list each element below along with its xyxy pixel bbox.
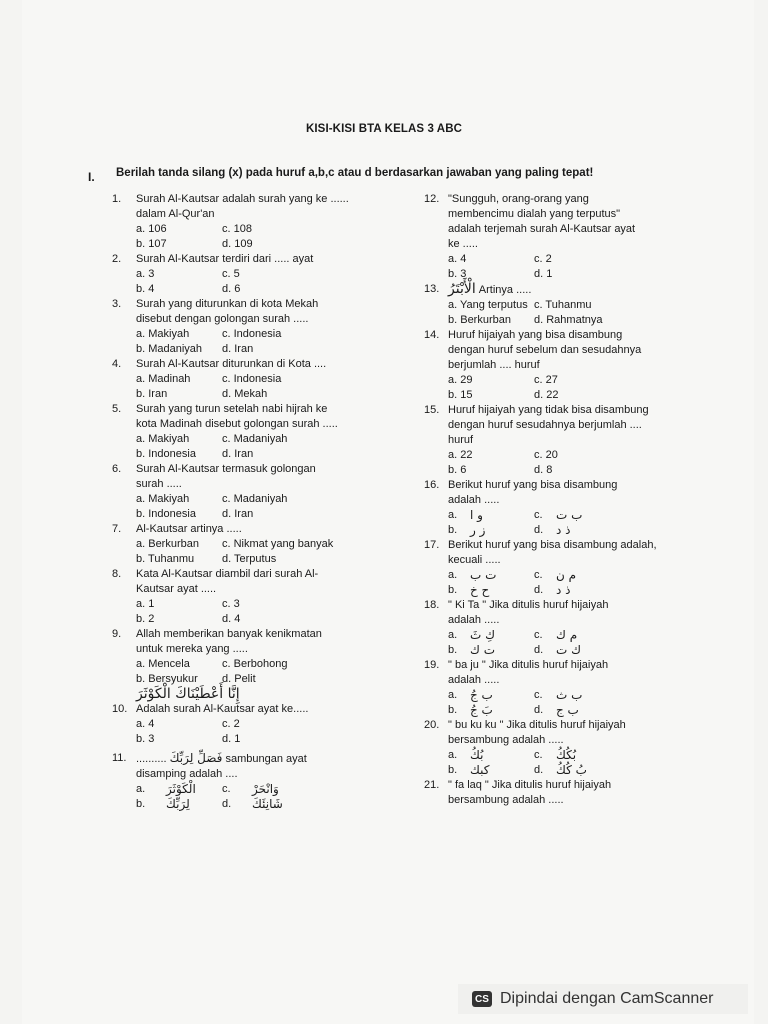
- answer-option: c. Tuhanmu: [534, 299, 592, 311]
- question-body: [136, 402, 412, 462]
- option-letter: c.: [534, 629, 543, 641]
- answer-option: d. 1: [534, 268, 553, 280]
- question-text-line: Adalah surah Al-Kautsar ayat ke.....: [136, 703, 309, 715]
- question-text-line: adalah .....: [448, 614, 500, 626]
- question-item: [112, 357, 412, 402]
- answer-option: c. 2: [534, 253, 552, 265]
- answer-options-row: [136, 432, 412, 447]
- question-number: 1.: [112, 193, 122, 205]
- question-item: [424, 282, 694, 328]
- answer-options-row: [448, 643, 694, 658]
- question-text-line: membencimu dialah yang terputus": [448, 208, 621, 220]
- answer-options-row: [136, 222, 412, 237]
- question-item: [112, 192, 412, 252]
- answer-options-row: [448, 267, 694, 282]
- answer-option: d. Iran: [222, 343, 254, 355]
- question-text-line: Al-Kautsar artinya .....: [136, 523, 242, 535]
- answer-options-row: [136, 782, 412, 797]
- answer-options-row: [136, 797, 412, 812]
- arabic-option: كِ ثَ: [470, 628, 496, 642]
- answer-option: b. 3: [448, 268, 467, 280]
- answer-option: a. 106: [136, 223, 167, 235]
- answer-option: c. Madaniyah: [222, 433, 288, 445]
- option-letter: a.: [448, 509, 458, 521]
- question-item: [424, 192, 694, 282]
- option-letter: a.: [448, 629, 458, 641]
- question-number: 4.: [112, 358, 122, 370]
- arabic-option: ت ك: [470, 643, 496, 657]
- answer-option: b. Iran: [136, 388, 168, 400]
- question-item: [424, 403, 694, 478]
- question-text-line: berjumlah .... huruf: [448, 359, 540, 371]
- answer-option: c. 3: [222, 598, 240, 610]
- answer-option: b. Indonesia: [136, 448, 196, 460]
- answer-options-row: [136, 237, 412, 252]
- answer-option: a. Madinah: [136, 373, 191, 385]
- question-number: 14.: [424, 329, 440, 341]
- question-number: 15.: [424, 404, 440, 416]
- arabic-option: ذ د: [556, 583, 571, 597]
- answer-option: a. 4: [448, 253, 467, 265]
- answer-option: a. Makiyah: [136, 493, 190, 505]
- question-text-line: Surah Al-Kautsar adalah surah yang ke ......: [136, 193, 349, 205]
- answer-option: a. 22: [448, 449, 473, 461]
- option-letter: c.: [222, 783, 231, 795]
- question-item: [112, 402, 412, 462]
- question-number: 10.: [112, 703, 128, 715]
- question-body: [136, 567, 412, 627]
- question-body: [448, 538, 694, 598]
- arabic-option: لِرَبِّكَ: [166, 797, 190, 811]
- page-title: KISI-KISI BTA KELAS 3 ABC: [305, 123, 463, 135]
- question-text-line: Surah yang turun setelah nabi hijrah ke: [136, 403, 328, 415]
- answer-option: b. 2: [136, 613, 155, 625]
- option-letter: d.: [534, 764, 544, 776]
- right-question-column: [424, 192, 694, 808]
- answer-option: c. Madaniyah: [222, 493, 288, 505]
- question-text-line: disamping adalah ....: [136, 768, 238, 780]
- question-text-line: Huruf hijaiyah yang tidak bisa disambung: [448, 404, 649, 416]
- answer-option: a. 3: [136, 268, 155, 280]
- question-item: [424, 658, 694, 718]
- answer-options-row: [448, 252, 694, 267]
- question-body: [136, 751, 412, 812]
- answer-options-row: [448, 748, 694, 763]
- question-number: 20.: [424, 719, 440, 731]
- question-number: 13.: [424, 283, 440, 295]
- arabic-option: ب جُ: [470, 688, 493, 702]
- arabic-option: بُ كُكُ: [556, 763, 587, 777]
- question-number: 16.: [424, 479, 440, 491]
- option-letter: c.: [534, 749, 543, 761]
- arabic-option: ح خ: [470, 583, 490, 597]
- question-item: [112, 297, 412, 357]
- question-number: 21.: [424, 779, 440, 791]
- question-body: [136, 627, 412, 702]
- arabic-verse: فَصَلِّ لِرَبِّكَ: [169, 751, 223, 765]
- answer-option: d. Iran: [222, 448, 254, 460]
- answer-options-row: [448, 313, 694, 328]
- answer-options-row: [136, 282, 412, 297]
- question-body: [136, 357, 412, 402]
- answer-options-row: [136, 267, 412, 282]
- question-number: 18.: [424, 599, 440, 611]
- answer-option: d. Pelit: [222, 673, 256, 685]
- answer-option: b. Tuhanmu: [136, 553, 195, 565]
- question-text-line: bersambung adalah .....: [448, 794, 564, 806]
- answer-options-row: [136, 387, 412, 402]
- question-text-line: Surah yang diturunkan di kota Mekah: [136, 298, 319, 310]
- question-item: [424, 598, 694, 658]
- question-number: 12.: [424, 193, 440, 205]
- answer-option: c. Nikmat yang banyak: [222, 538, 334, 550]
- answer-option: c. Berbohong: [222, 658, 288, 670]
- arabic-option: ك ت: [556, 643, 582, 657]
- arabic-option: وَانْحَرْ: [252, 782, 279, 796]
- answer-option: b. 107: [136, 238, 167, 250]
- answer-options-row: [136, 342, 412, 357]
- answer-option: c. 108: [222, 223, 252, 235]
- answer-options-row: [448, 463, 694, 478]
- question-text-line: adalah terjemah surah Al-Kautsar ayat: [448, 223, 636, 235]
- answer-option: d. Terputus: [222, 553, 277, 565]
- answer-options-row: [136, 507, 412, 522]
- question-body: [136, 192, 412, 252]
- question-number: 7.: [112, 523, 122, 535]
- option-letter: a.: [448, 749, 458, 761]
- answer-options-row: [136, 717, 412, 732]
- question-body: [448, 658, 694, 718]
- question-text-line: Allah memberikan banyak kenikmatan: [136, 628, 322, 640]
- option-letter: d.: [534, 704, 544, 716]
- question-body: [448, 328, 694, 403]
- option-letter: c.: [534, 689, 543, 701]
- question-body: [448, 403, 694, 478]
- answer-option: b. 15: [448, 389, 473, 401]
- question-text-line: dengan huruf sebelum dan sesudahnya: [448, 344, 642, 356]
- answer-option: a. 29: [448, 374, 473, 386]
- answer-options-row: [448, 523, 694, 538]
- option-letter: d.: [534, 524, 544, 536]
- question-body: [136, 462, 412, 522]
- question-text-line: surah .....: [136, 478, 182, 490]
- arabic-option: كبك: [470, 763, 490, 777]
- camscanner-logo-icon: CS: [472, 991, 492, 1007]
- arabic-option: م ن: [556, 568, 577, 582]
- question-body: [448, 718, 694, 778]
- question-text-line: " ba ju " Jika ditulis huruf hijaiyah: [448, 659, 609, 671]
- option-letter: b.: [136, 798, 146, 810]
- arabic-option: م ك: [556, 628, 578, 642]
- answer-option: d. 22: [534, 389, 559, 401]
- answer-options-row: [448, 688, 694, 703]
- question-text-line: ke .....: [448, 238, 478, 250]
- question-text-line: untuk mereka yang .....: [136, 643, 248, 655]
- arabic-option: ب ج: [556, 703, 579, 717]
- question-number: 17.: [424, 539, 440, 551]
- answer-option: c. Indonesia: [222, 328, 282, 340]
- question-number: 19.: [424, 659, 440, 671]
- question-item: [112, 462, 412, 522]
- question-text-line: " fa laq " Jika ditulis huruf hijaiyah: [448, 779, 612, 791]
- answer-option: d. 1: [222, 733, 241, 745]
- watermark-text: Dipindai dengan CamScanner: [500, 990, 714, 1007]
- question-body: [136, 702, 412, 747]
- question-body: [448, 478, 694, 538]
- question-body: [136, 522, 412, 567]
- question-number: 2.: [112, 253, 122, 265]
- question-body: [448, 778, 694, 808]
- answer-option: d. Mekah: [222, 388, 268, 400]
- answer-option: b. Bersyukur: [136, 673, 198, 685]
- arabic-word: الْأَبْتَرُ: [448, 281, 476, 297]
- question-text-line: Berikut huruf yang bisa disambung: [448, 479, 618, 491]
- arabic-option: ت ب: [470, 568, 497, 582]
- answer-options-row: [136, 492, 412, 507]
- section-number: I.: [88, 170, 95, 184]
- question-text-line: [136, 751, 412, 767]
- option-letter: b.: [448, 644, 458, 656]
- question-body: [448, 192, 694, 282]
- arabic-option: ذ د: [556, 523, 571, 537]
- arabic-option: الْكَوْثَرَ: [166, 782, 196, 796]
- answer-option: a. Makiyah: [136, 433, 190, 445]
- arabic-option: ب ث: [556, 688, 583, 702]
- question-item: [112, 252, 412, 297]
- question-text: sambungan ayat: [225, 753, 307, 765]
- question-text-line: huruf: [448, 434, 474, 446]
- answer-option: a. 1: [136, 598, 155, 610]
- answer-option: c. 2: [222, 718, 240, 730]
- answer-options-row: [448, 763, 694, 778]
- answer-option: a. Yang terputus: [448, 299, 528, 311]
- answer-options-row: [448, 568, 694, 583]
- answer-option: c. 27: [534, 374, 558, 386]
- question-body: [136, 297, 412, 357]
- answer-option: b. Berkurban: [448, 314, 511, 326]
- answer-option: c. Indonesia: [222, 373, 282, 385]
- question-text-line: Huruf hijaiyah yang bisa disambung: [448, 329, 623, 341]
- question-text-line: "Sungguh, orang-orang yang: [448, 193, 589, 205]
- question-body: [136, 252, 412, 297]
- option-letter: b.: [448, 704, 458, 716]
- question-item: [424, 718, 694, 778]
- question-text-line: Kautsar ayat .....: [136, 583, 217, 595]
- question-number: 3.: [112, 298, 122, 310]
- answer-option: c. 5: [222, 268, 240, 280]
- answer-option: b. Madaniyah: [136, 343, 203, 355]
- answer-options-row: [136, 552, 412, 567]
- option-letter: c.: [534, 509, 543, 521]
- arabic-option: بَ جُ: [470, 703, 493, 717]
- option-letter: d.: [534, 584, 544, 596]
- question-number: 11.: [112, 752, 127, 764]
- question-number: 6.: [112, 463, 122, 475]
- question-body: [448, 282, 694, 328]
- option-letter: b.: [448, 764, 458, 776]
- camscanner-watermark: [458, 984, 748, 1014]
- answer-options-row: [136, 672, 412, 687]
- question-text-line: bersambung adalah .....: [448, 734, 564, 746]
- answer-options-row: [136, 732, 412, 747]
- left-question-column: [112, 192, 412, 812]
- arabic-verse: إِنَّا أَعْطَيْنَاكَ الْكَوْثَرَ: [136, 686, 240, 702]
- answer-options-row: [448, 448, 694, 463]
- question-text-line: Surah Al-Kautsar terdiri dari ..... ayat: [136, 253, 314, 265]
- answer-option: c. 20: [534, 449, 558, 461]
- answer-options-row: [136, 372, 412, 387]
- answer-option: b. 3: [136, 733, 155, 745]
- answer-options-row: [448, 583, 694, 598]
- answer-option: d. 6: [222, 283, 241, 295]
- answer-options-row: [136, 327, 412, 342]
- question-text-line: Berikut huruf yang bisa disambung adalah,: [448, 539, 657, 551]
- option-letter: b.: [448, 524, 458, 536]
- blank-placeholder: ..........: [136, 753, 167, 765]
- answer-options-row: [448, 298, 694, 313]
- question-text-line: Surah Al-Kautsar termasuk golongan: [136, 463, 316, 475]
- answer-option: d. Iran: [222, 508, 254, 520]
- question-text-line: kota Madinah disebut golongan surah .....: [136, 418, 338, 430]
- option-letter: c.: [534, 569, 543, 581]
- question-text-line: adalah .....: [448, 494, 500, 506]
- question-item: [112, 627, 412, 702]
- answer-option: d. 8: [534, 464, 553, 476]
- option-letter: a.: [448, 689, 458, 701]
- answer-options-row: [448, 508, 694, 523]
- answer-option: b. 4: [136, 283, 155, 295]
- question-text-line: " bu ku ku " Jika ditulis huruf hijaiyah: [448, 719, 626, 731]
- question-item: [112, 567, 412, 627]
- question-item: [112, 522, 412, 567]
- question-text-line: " Ki Ta " Jika ditulis huruf hijaiyah: [448, 599, 609, 611]
- question-text-line: adalah .....: [448, 674, 500, 686]
- option-letter: b.: [448, 584, 458, 596]
- answer-options-row: [448, 703, 694, 718]
- answer-option: a. Mencela: [136, 658, 190, 670]
- question-item: [424, 328, 694, 403]
- question-text-line: Kata Al-Kautsar diambil dari surah Al-: [136, 568, 319, 580]
- option-letter: a.: [448, 569, 458, 581]
- answer-options-row: [136, 537, 412, 552]
- question-text: Artinya .....: [478, 284, 532, 296]
- answer-option: b. 6: [448, 464, 467, 476]
- question-text-line: [448, 282, 694, 298]
- arabic-option: بُكُ: [470, 748, 484, 762]
- arabic-option: ز ر: [470, 523, 486, 537]
- question-number: 9.: [112, 628, 122, 640]
- answer-option: a. 4: [136, 718, 155, 730]
- answer-options-row: [136, 657, 412, 672]
- option-letter: a.: [136, 783, 146, 795]
- question-number: 8.: [112, 568, 122, 580]
- question-text-line: dalam Al-Qur'an: [136, 208, 215, 220]
- question-text-line: Surah Al-Kautsar diturunkan di Kota ....: [136, 358, 327, 370]
- answer-option: a. Berkurban: [136, 538, 199, 550]
- option-letter: d.: [222, 798, 232, 810]
- answer-option: b. Indonesia: [136, 508, 196, 520]
- answer-options-row: [136, 447, 412, 462]
- question-item: [112, 702, 412, 747]
- answer-option: d. 109: [222, 238, 253, 250]
- answer-options-row: [136, 597, 412, 612]
- answer-option: d. 4: [222, 613, 241, 625]
- section-instruction: Berilah tanda silang (x) pada huruf a,b,c atau d berdasarkan jawaban yang paling tepat!: [116, 167, 594, 179]
- arabic-option: ب ت: [556, 508, 583, 522]
- answer-options-row: [448, 388, 694, 403]
- option-letter: d.: [534, 644, 544, 656]
- answer-options-row: [448, 628, 694, 643]
- question-text-line: dengan huruf sesudahnya berjumlah ....: [448, 419, 642, 431]
- arabic-option: بُكُكُ: [556, 748, 577, 762]
- question-number: 5.: [112, 403, 122, 415]
- answer-option: d. Rahmatnya: [534, 314, 603, 326]
- question-text-line: disebut dengan golongan surah .....: [136, 313, 309, 325]
- arabic-option: و ا: [470, 508, 483, 522]
- question-item: [424, 478, 694, 538]
- answer-options-row: [136, 612, 412, 627]
- question-text-line: kecuali .....: [448, 554, 501, 566]
- question-item: [424, 778, 694, 808]
- answer-options-row: [448, 373, 694, 388]
- question-body: [448, 598, 694, 658]
- question-item: [424, 538, 694, 598]
- question-item: [112, 751, 412, 812]
- answer-option: a. Makiyah: [136, 328, 190, 340]
- arabic-option: شَانِئَكَ: [252, 797, 283, 811]
